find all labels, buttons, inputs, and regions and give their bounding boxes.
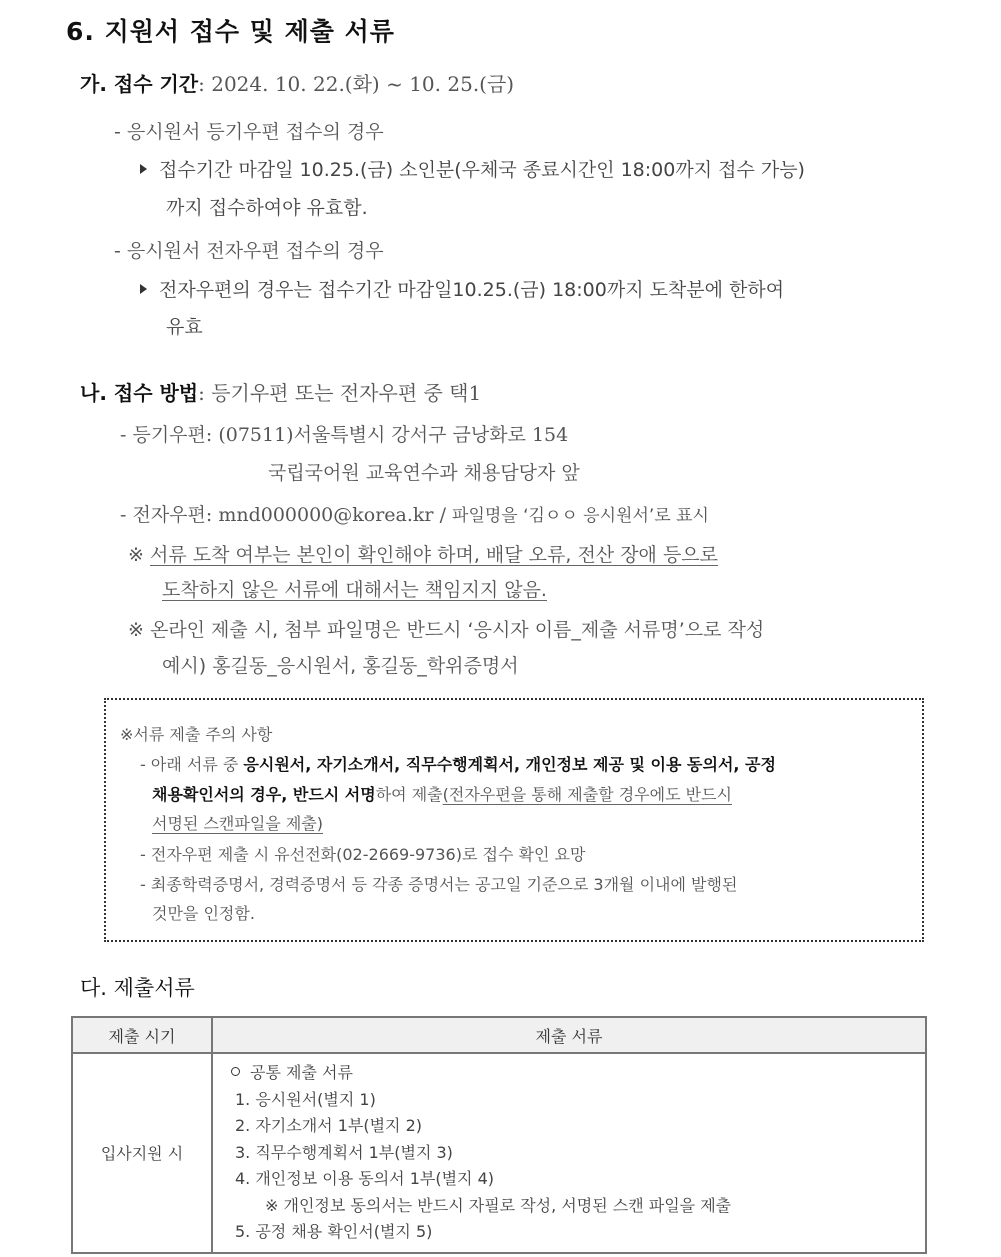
triangle-bullet-icon	[140, 164, 147, 174]
list-item: 5. 공정 채용 확인서(별지 5)	[235, 1222, 433, 1241]
email-detail-cont: 유효	[166, 316, 203, 338]
post-line: - 등기우편: (07511)서울특별시 강서구 금낭화로 154	[120, 424, 569, 446]
registered-mail-detail-cont: 까지 접수하여야 유효함.	[166, 197, 368, 219]
email-address[interactable]: mnd000000@korea.kr	[218, 504, 434, 526]
column-header-when: 제출 시기	[72, 1017, 212, 1053]
column-header-documents: 제출 서류	[212, 1017, 926, 1053]
list-item-note: ※ 개인정보 동의서는 반드시 자필로 작성, 서명된 스캔 파일을 제출	[265, 1195, 732, 1215]
disclaimer-note-cont: 도착하지 않은 서류에 대해서는 책임지지 않음.	[162, 579, 547, 601]
caution-item-certificates: - 최종학력증명서, 경력증명서 등 각종 증명서는 공고일 기준으로 3개월 이내에 발행된	[140, 875, 738, 894]
group-title: 공통 제출 서류	[231, 1060, 925, 1087]
email-line: - 전자우편: mnd000000@korea.kr / 파일명을 ‘김ㅇㅇ 응시원서’로 표시	[120, 504, 709, 526]
registered-mail-detail: 접수기간 마감일 10.25.(금) 소인분(우체국 종료시간인 18:00까지 접수 가능)	[140, 155, 805, 182]
method-value: : 등기우편 또는 전자우편 중 택1	[198, 381, 482, 405]
post-address-line2: 국립국어원 교육연수과 채용담당자 앞	[268, 462, 580, 484]
email-heading: - 응시원서 전자우편 접수의 경우	[114, 240, 384, 262]
documents-heading: 다. 제출서류	[80, 976, 195, 1000]
list-item: 3. 직무수행계획서 1부(별지 3)	[235, 1142, 453, 1162]
period-value: : 2024. 10. 22.(화) ~ 10. 25.(금)	[198, 72, 515, 96]
triangle-bullet-icon	[140, 284, 147, 294]
online-filename-note: ※ 온라인 제출 시, 첨부 파일명은 반드시 ‘응시자 이름_제출 서류명’으로 작성	[128, 619, 765, 641]
section-title: 6. 지원서 접수 및 제출 서류	[66, 17, 395, 46]
caution-item-phone: - 전자우편 제출 시 유선전화(02-2669-9736)로 접수 확인 요망	[140, 845, 586, 864]
caution-item-certificates-cont: 것만을 인정함.	[152, 904, 255, 923]
filename-example: 예시) 홍길동_응시원서, 홍길동_학위증명서	[162, 655, 519, 677]
email-detail: 전자우편의 경우는 접수기간 마감일10.25.(금) 18:00까지 도착분에 한하여	[140, 275, 784, 302]
list-item: 2. 자기소개서 1부(별지 2)	[235, 1116, 423, 1135]
disclaimer-note: ※ 서류 도착 여부는 본인이 확인해야 하며, 배달 오류, 전산 장애 등으로	[128, 544, 719, 566]
cell-when: 입사지원 시	[72, 1053, 212, 1253]
period-label: 가. 접수 기간	[80, 72, 199, 96]
table-row	[72, 1053, 926, 1253]
caution-title: ※서류 제출 주의 사항	[120, 725, 273, 744]
caution-item-signature-cont: 채용확인서의 경우, 반드시 서명하여 제출(전자우편을 통해 제출할 경우에도 반드시	[152, 785, 732, 804]
documents-table	[71, 1016, 927, 1254]
list-item: 1. 응시원서(별지 1)	[235, 1089, 376, 1109]
filename-note: 파일명을 ‘김ㅇㅇ 응시원서’로 표시	[452, 506, 709, 526]
caution-item-signature: - 아래 서류 중 응시원서, 자기소개서, 직무수행계획서, 개인정보 제공 및 이용 동의서, 공정	[140, 755, 776, 774]
post-address: (07511)서울특별시 강서구 금낭화로 154	[218, 424, 569, 446]
list-item: 4. 개인정보 이용 동의서 1부(별지 4)	[235, 1169, 495, 1188]
cell-documents	[212, 1053, 926, 1253]
method-label: 나. 접수 방법	[80, 381, 199, 405]
caution-item-signature-cont2: 서명된 스캔파일을 제출)	[152, 814, 323, 833]
period-heading	[80, 68, 514, 97]
table-header-row	[72, 1017, 926, 1053]
registered-mail-heading: - 응시원서 등기우편 접수의 경우	[114, 121, 384, 143]
method-heading	[80, 377, 481, 406]
circle-bullet-icon	[231, 1067, 240, 1076]
